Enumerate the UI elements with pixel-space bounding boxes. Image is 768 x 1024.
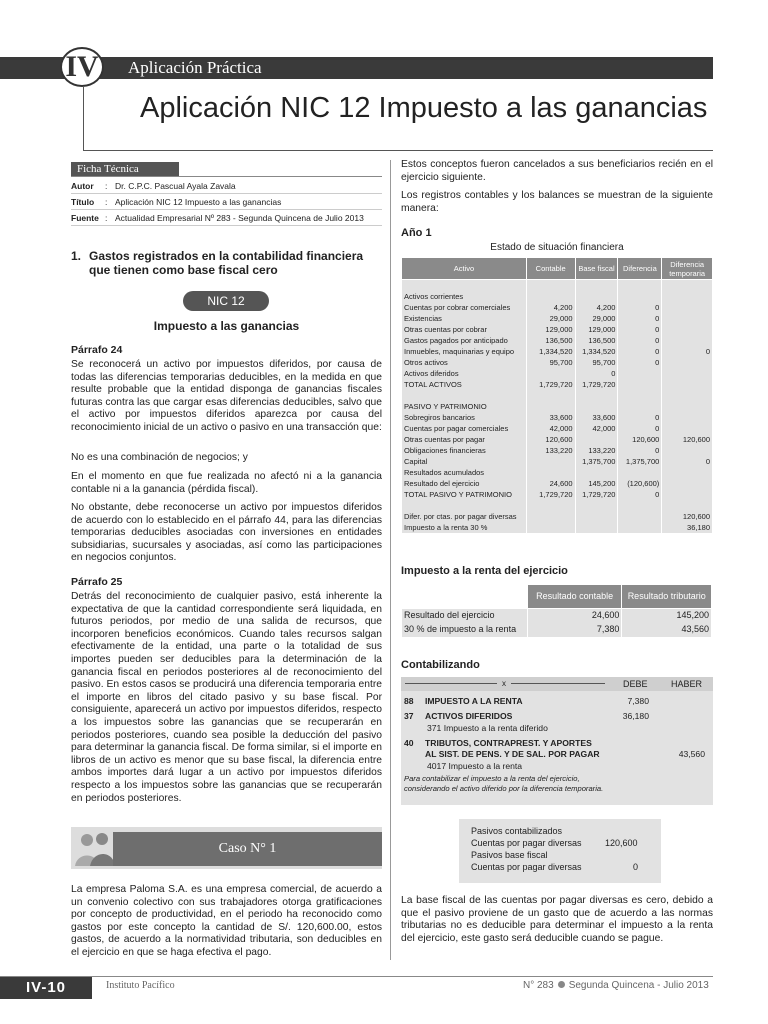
balance-cell: 120,600 — [662, 511, 713, 522]
footer-rule — [0, 976, 713, 977]
balance-row — [402, 434, 713, 445]
balance-cell — [662, 401, 713, 412]
balance-cell — [575, 511, 618, 522]
balance-cell: Sobregiros bancarios — [402, 412, 527, 423]
issue-info — [523, 980, 709, 991]
journal-account-code: 88 — [404, 696, 414, 706]
journal-account-name: IMPUESTO A LA RENTA — [425, 696, 523, 706]
balance-cell — [662, 280, 713, 291]
closing-paragraph: La base fiscal de las cuentas por pagar diversas es cero, debido a que el pasivo proviene de un gasto que de acuerdo a las normas tributarias no es deducible para determinar el impuesto a la renta del ejercicio, este gasto será deducible cuando se pague. — [401, 895, 713, 944]
balance-cell — [618, 522, 662, 533]
balance-cell: 1,334,520 — [575, 346, 618, 357]
journal-separator: x — [497, 677, 511, 691]
balance-cell — [526, 368, 575, 379]
balance-row — [402, 423, 713, 434]
balance-cell: 29,000 — [575, 313, 618, 324]
balance-cell: 0 — [618, 335, 662, 346]
heading-text: Gastos registrados en la contabilidad financiera que tienen como base fiscal cero — [89, 249, 364, 277]
balance-cell — [618, 511, 662, 522]
balance-cell — [618, 291, 662, 302]
balance-cell: 1,375,700 — [618, 456, 662, 467]
balance-cell: Capital — [402, 456, 527, 467]
issue-number: N° 283 — [523, 980, 554, 991]
balance-table-body — [402, 280, 713, 533]
balance-cell: 129,000 — [526, 324, 575, 335]
journal-account-name: TRIBUTOS, CONTRAPREST. Y APORTES AL SIST. DE PENS. Y DE SAL. POR PAGAR — [425, 738, 600, 759]
balance-cell — [575, 401, 618, 412]
income-tax-col-header: Resultado tributario — [622, 585, 712, 609]
balance-cell — [526, 511, 575, 522]
balance-cell: 42,000 — [575, 423, 618, 434]
balance-cell — [618, 379, 662, 390]
income-tax-cell: 24,600 — [527, 609, 622, 623]
balance-cell — [402, 390, 527, 401]
balance-cell — [662, 423, 713, 434]
journal-debe-header: DEBE — [623, 679, 648, 689]
section-title: Aplicación Práctica — [128, 58, 262, 77]
balance-table — [401, 257, 713, 533]
ficha-key: Título — [71, 197, 95, 207]
pasivos-base-fiscal-label: Pasivos base fiscal — [471, 850, 548, 860]
journal-account-code: 37 — [404, 711, 414, 721]
balance-cell — [526, 280, 575, 291]
ficha-value: Aplicación NIC 12 Impuesto a las ganancias — [115, 197, 282, 207]
ficha-rule — [71, 176, 382, 177]
balance-cell — [526, 291, 575, 302]
balance-cell: 129,000 — [575, 324, 618, 335]
paragraph-24-item-a: No es una combinación de negocios; y — [71, 452, 248, 463]
balance-cell — [662, 302, 713, 313]
balance-row — [402, 511, 713, 522]
ficha-key: Autor — [71, 181, 94, 191]
intro-paragraph-2: Los registros contables y los balances se muestran de la siguiente manera: — [401, 190, 713, 214]
balance-cell: 0 — [618, 313, 662, 324]
balance-row — [402, 412, 713, 423]
income-tax-cell: 145,200 — [622, 609, 712, 623]
paragraph-25-text: Detrás del reconocimiento de cualquier pasivo, está inherente la expectativa de que la cantidad correspondiente será liquidada, en futuros periodos, por medio de una salida de recursos, que incorporen beneficios económicos. Cuando tales recursos salgan efectivamente de la entidad, una parte o la totalidad de sus importes pueden ser deducibles para la determinación de la ganancia fiscal en periodos posteriores al de reconocimiento del pasivo. En estos casos se producirá una diferencia temporaria entre el importe en libros del citado pasivo y su base fiscal. Por consiguiente, aparecerá un activo por impuestos diferidos, respecto a los impuestos sobre las ganancias que se recuperarán en periodos posteriores, cuando sea posible la deducción del pasivo para determinar la ganancia fiscal. De forma similar, si el importe en libros de un activo es menor que su base fiscal, la diferencia entre ambos importes dará lugar a un activo por impuestos diferidos respecto a los impuestos sobre las ganancias que se recuperarán en periodos posteriores. — [71, 591, 382, 804]
people-icon — [73, 828, 117, 868]
balance-row — [402, 522, 713, 533]
balance-cell: 24,600 — [526, 478, 575, 489]
journal-entry-box — [401, 677, 713, 805]
income-tax-cell: 7,380 — [527, 623, 622, 637]
balance-col-header: Base fiscal — [575, 258, 618, 280]
balance-cell: 0 — [618, 445, 662, 456]
balance-row — [402, 379, 713, 390]
journal-account-name: 4017 Impuesto a la renta — [427, 761, 523, 771]
balance-col-header: Activo — [402, 258, 527, 280]
balance-cell: Activos diferidos — [402, 368, 527, 379]
balance-row — [402, 280, 713, 291]
balance-cell — [662, 489, 713, 500]
journal-haber-value: 43,560 — [678, 749, 705, 759]
income-tax-cell: 30 % de impuesto a la renta — [402, 623, 528, 637]
ficha-tecnica-heading: Ficha Técnica — [71, 162, 179, 177]
balance-row — [402, 478, 713, 489]
balance-row — [402, 456, 713, 467]
pasivos-row-value: 120,600 — [605, 838, 638, 848]
journal-account-code: 40 — [404, 738, 414, 748]
balance-row — [402, 335, 713, 346]
income-tax-col-header: Resultado contable — [527, 585, 622, 609]
bullet-icon — [558, 981, 565, 988]
balance-row — [402, 489, 713, 500]
balance-cell: Impuesto a la renta 30 % — [402, 522, 527, 533]
balance-cell — [618, 500, 662, 511]
income-tax-table-header — [402, 585, 712, 609]
balance-cell — [526, 401, 575, 412]
pasivos-row-value: 0 — [633, 862, 639, 872]
income-tax-table-body — [402, 609, 712, 637]
balance-table-header — [402, 258, 713, 280]
section-header-bar — [0, 57, 713, 79]
balance-cell — [662, 291, 713, 302]
balance-cell: 0 — [575, 368, 618, 379]
balance-cell — [575, 390, 618, 401]
balance-cell: 120,600 — [526, 434, 575, 445]
balance-cell: 1,729,720 — [575, 489, 618, 500]
paragraph-25-title: Párrafo 25 — [71, 576, 123, 588]
balance-row — [402, 291, 713, 302]
balance-cell — [526, 456, 575, 467]
balance-cell — [618, 280, 662, 291]
balance-cell: 0 — [662, 346, 713, 357]
balance-cell: TOTAL PASIVO Y PATRIMONIO — [402, 489, 527, 500]
journal-heading: Contabilizando — [401, 659, 480, 671]
pasivos-row-label: Cuentas por pagar diversas — [471, 838, 582, 848]
paragraph-24-title: Párrafo 24 — [71, 344, 123, 356]
balance-row — [402, 357, 713, 368]
balance-cell: Obligaciones financieras — [402, 445, 527, 456]
balance-cell: (120,600) — [618, 478, 662, 489]
income-tax-col-header — [402, 585, 528, 609]
ficha-value: Actualidad Empresarial Nº 283 - Segunda Quincena de Julio 2013 — [115, 213, 364, 223]
journal-debe-value: 36,180 — [622, 711, 649, 721]
balance-cell: 0 — [662, 456, 713, 467]
title-rule — [83, 150, 713, 151]
income-tax-row — [402, 623, 712, 637]
balance-cell: 4,200 — [526, 302, 575, 313]
issue-period: Segunda Quincena - Julio 2013 — [568, 980, 709, 991]
intro-paragraph-1: Estos conceptos fueron cancelados a sus beneficiarios recién en el ejercicio siguiente. — [401, 159, 713, 183]
balance-col-header: Contable — [526, 258, 575, 280]
balance-cell — [575, 500, 618, 511]
balance-row — [402, 500, 713, 511]
balance-row — [402, 346, 713, 357]
journal-header-row — [401, 677, 713, 691]
balance-cell — [618, 467, 662, 478]
balance-cell — [402, 280, 527, 291]
income-tax-table — [401, 584, 712, 637]
balance-cell: 29,000 — [526, 313, 575, 324]
balance-cell: 1,729,720 — [526, 379, 575, 390]
balance-cell: PASIVO Y PATRIMONIO — [402, 401, 527, 412]
balance-cell: 0 — [618, 324, 662, 335]
balance-cell — [662, 324, 713, 335]
balance-row — [402, 445, 713, 456]
journal-account-name: ACTIVOS DIFERIDOS — [425, 711, 513, 721]
balance-cell — [662, 313, 713, 324]
balance-cell: Existencias — [402, 313, 527, 324]
paragraph-24-item-b: En el momento en que fue realizada no afectó ni a la ganancia contable ni a la ganancia (pérdida fiscal). — [71, 471, 382, 495]
income-tax-heading: Impuesto a la renta del ejercicio — [401, 565, 568, 577]
balance-cell: 0 — [618, 346, 662, 357]
balance-cell — [618, 368, 662, 379]
year-heading: Año 1 — [401, 227, 432, 239]
balance-row — [402, 302, 713, 313]
page-title: Aplicación NIC 12 Impuesto a las ganancias — [140, 92, 708, 124]
balance-cell: 36,180 — [662, 522, 713, 533]
balance-cell: Cuentas por cobrar comerciales — [402, 302, 527, 313]
income-tax-cell: Resultado del ejercicio — [402, 609, 528, 623]
paragraph-24-text: Se reconocerá un activo por impuestos diferidos, por causa de todas las diferencias temporarias deducibles, en la medida en que resulte probable que la entidad disponga de ganancias fiscales futuras contra las que cargar esas diferencias deducibles, salvo que el activo por impuestos diferidos aparezca por causa del reconocimiento inicial de un activo o pasivo en una transacción que: — [71, 359, 382, 433]
paragraph-24-note: No obstante, debe reconocerse un activo por impuestos diferidos de acuerdo con lo establecido en el párrafo 44, para las diferencias temporarias deducibles asociadas con inversiones en entidades subsidiarias, sucursales y asociadas, así como las participaciones en negocios conjuntos. — [71, 502, 382, 564]
balance-cell: 0 — [618, 357, 662, 368]
balance-col-header: Diferencia temporaria — [662, 258, 713, 280]
ficha-row-fuente: Fuente : Actualidad Empresarial Nº 283 - Segunda Quincena de Julio 2013 — [71, 211, 382, 226]
balance-cell — [618, 401, 662, 412]
balance-cell: 0 — [618, 489, 662, 500]
ficha-key: Fuente — [71, 213, 99, 223]
balance-cell: Difer. por ctas. por pagar diversas — [402, 511, 527, 522]
balance-cell: 95,700 — [575, 357, 618, 368]
balance-cell — [662, 357, 713, 368]
balance-cell: 1,334,520 — [526, 346, 575, 357]
balance-cell: Otras cuentas por cobrar — [402, 324, 527, 335]
nic-badge: NIC 12 — [183, 291, 269, 311]
balance-cell: Cuentas por pagar comerciales — [402, 423, 527, 434]
balance-cell: Otras cuentas por pagar — [402, 434, 527, 445]
page-number: IV-10 — [0, 977, 92, 999]
balance-cell: Activos corrientes — [402, 291, 527, 302]
balance-cell — [575, 280, 618, 291]
balance-row — [402, 324, 713, 335]
balance-row — [402, 467, 713, 478]
balance-cell: 42,000 — [526, 423, 575, 434]
balance-cell — [662, 467, 713, 478]
balance-cell — [526, 500, 575, 511]
balance-cell: 120,600 — [662, 434, 713, 445]
balance-cell: 0 — [618, 412, 662, 423]
balance-row — [402, 368, 713, 379]
balance-cell: 136,500 — [526, 335, 575, 346]
balance-cell — [662, 500, 713, 511]
balance-cell — [662, 412, 713, 423]
balance-cell: 120,600 — [618, 434, 662, 445]
column-divider — [390, 160, 391, 960]
balance-cell: 1,375,700 — [575, 456, 618, 467]
balance-cell: 4,200 — [575, 302, 618, 313]
balance-cell — [618, 390, 662, 401]
pasivos-contabilizados-label: Pasivos contabilizados — [471, 826, 563, 836]
ficha-value: Dr. C.P.C. Pascual Ayala Zavala — [115, 181, 236, 191]
section-heading-1 — [71, 249, 382, 277]
balance-cell — [662, 478, 713, 489]
balance-col-header: Diferencia — [618, 258, 662, 280]
balance-cell — [526, 522, 575, 533]
balance-cell — [662, 335, 713, 346]
journal-haber-header: HABER — [671, 679, 703, 689]
ficha-row-autor: Autor : Dr. C.P.C. Pascual Ayala Zavala — [71, 179, 382, 194]
journal-debe-value: 7,380 — [627, 696, 649, 706]
balance-cell: Resultado del ejercicio — [402, 478, 527, 489]
pasivos-row-1 — [471, 837, 661, 849]
balance-cell: 136,500 — [575, 335, 618, 346]
ficha-row-titulo: Título : Aplicación NIC 12 Impuesto a las ganancias — [71, 195, 382, 210]
balance-cell — [662, 368, 713, 379]
balance-cell: 145,200 — [575, 478, 618, 489]
pasivos-row-label: Cuentas por pagar diversas — [471, 862, 582, 872]
pasivos-row-2 — [471, 861, 661, 873]
caso-text: La empresa Paloma S.A. es una empresa comercial, de acuerdo a un convenio colectivo con sus trabajadores otorga gratificaciones por concepto de productividad, en el periodo ha reconocido como gastos por este concepto la cantidad de S/. 120,600.00, estos gastos, de acuerdo a la normatividad tributaria, son deducibles en el ejercicio en que se haga efectiva el pago. — [71, 884, 382, 958]
balance-cell — [575, 291, 618, 302]
balance-cell — [662, 445, 713, 456]
balance-cell — [526, 390, 575, 401]
income-tax-row — [402, 609, 712, 623]
balance-row — [402, 313, 713, 324]
balance-cell: 0 — [618, 302, 662, 313]
balance-cell: 33,600 — [526, 412, 575, 423]
balance-cell: Gastos pagados por anticipado — [402, 335, 527, 346]
balance-cell — [575, 522, 618, 533]
heading-number: 1. — [71, 249, 82, 263]
journal-account-name: 371 Impuesto a la renta diferido — [427, 723, 548, 733]
balance-cell: 0 — [618, 423, 662, 434]
nic-subtitle: Impuesto a las ganancias — [153, 319, 300, 333]
balance-cell — [662, 379, 713, 390]
balance-cell: 1,729,720 — [575, 379, 618, 390]
balance-cell: 1,729,720 — [526, 489, 575, 500]
balance-row — [402, 390, 713, 401]
balance-cell: TOTAL ACTIVOS — [402, 379, 527, 390]
caso-heading: Caso N° 1 — [113, 832, 382, 866]
balance-cell: 95,700 — [526, 357, 575, 368]
balance-cell: Otros activos — [402, 357, 527, 368]
pasivos-summary-box — [459, 819, 661, 883]
balance-cell — [575, 467, 618, 478]
balance-row — [402, 401, 713, 412]
balance-cell: Inmuebles, maquinarias y equipo — [402, 346, 527, 357]
balance-cell — [662, 390, 713, 401]
balance-cell: Resultados acumulados — [402, 467, 527, 478]
income-tax-cell: 43,560 — [622, 623, 712, 637]
balance-table-title: Estado de situación financiera — [490, 242, 624, 253]
balance-cell — [402, 500, 527, 511]
balance-cell: 133,220 — [575, 445, 618, 456]
publisher-name: Instituto Pacífico — [106, 980, 175, 991]
section-roman-badge: IV — [60, 47, 104, 87]
journal-note: Para contabilizar el impuesto a la renta del ejercicio, considerando el activo diferido por la diferencia temporaria. — [404, 774, 604, 793]
balance-cell: 133,220 — [526, 445, 575, 456]
balance-cell — [575, 434, 618, 445]
balance-cell — [526, 467, 575, 478]
balance-cell: 33,600 — [575, 412, 618, 423]
header-vertical-rule — [83, 86, 84, 150]
